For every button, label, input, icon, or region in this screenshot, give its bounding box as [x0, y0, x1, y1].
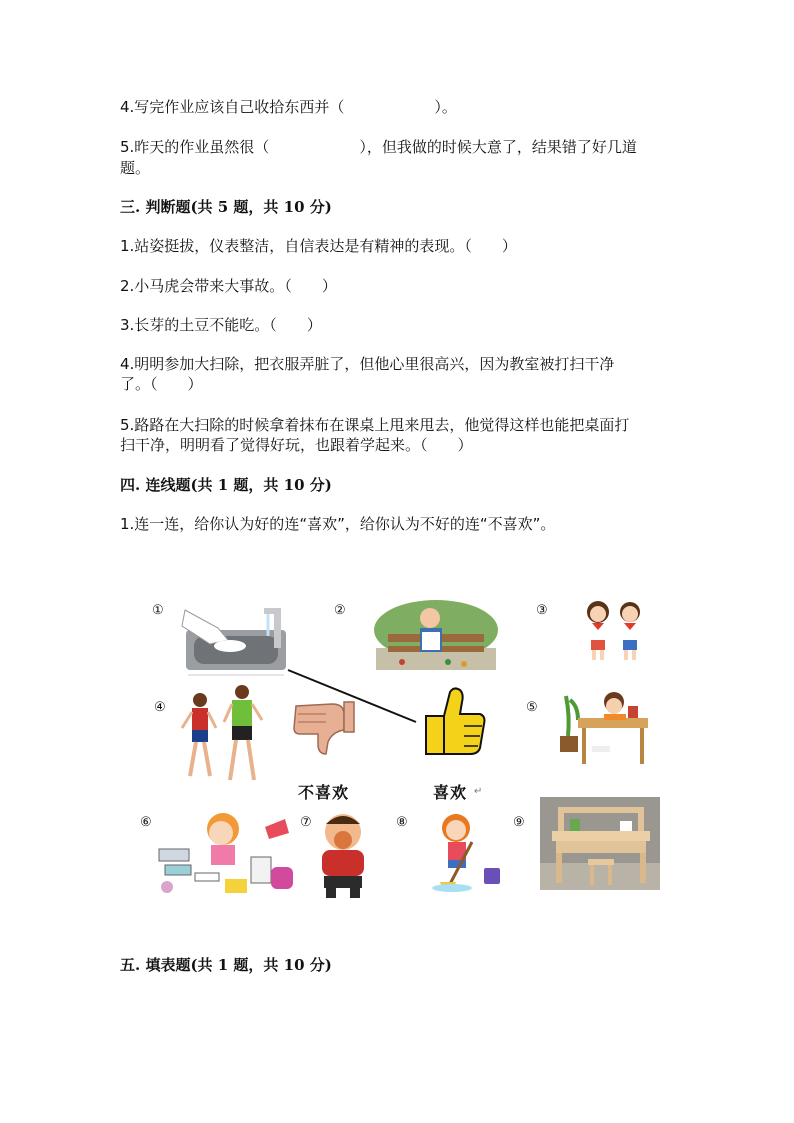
dislike-label: 不喜欢 — [298, 783, 350, 802]
paragraph-mark: ↵ — [474, 786, 483, 797]
number-9: ⑨ — [513, 815, 525, 830]
running-boys-picture — [180, 684, 266, 788]
eating-boy-picture — [314, 810, 372, 900]
littering-man-picture — [372, 596, 500, 672]
judge-question-5-line2: 扫干净，明明看了觉得好玩，也跟着学起来。（ ） — [120, 436, 473, 454]
fill-question-5-line2: 题。 — [120, 159, 151, 177]
number-8: ⑧ — [396, 815, 408, 830]
matching-question-1: 1.连一连，给你认为好的连“喜欢”，给你认为不好的连“不喜欢”。 — [120, 515, 556, 533]
number-4: ④ — [154, 700, 166, 715]
section4-title: 四. 连线题(共 1 题，共 10 分) — [120, 476, 332, 494]
number-5: ⑤ — [526, 700, 538, 715]
handwashing-picture — [180, 600, 290, 678]
number-2: ② — [334, 603, 346, 618]
judge-question-4-line2: 了。（ ） — [120, 375, 203, 393]
judge-question-4-line1: 4.明明参加大扫除，把衣服弄脏了，但他心里很高兴，因为教室被打扫干净 — [120, 355, 615, 373]
number-3: ③ — [536, 603, 548, 618]
mopping-girl-picture — [426, 812, 504, 892]
judge-question-3: 3.长芽的土豆不能吃。（ ） — [120, 316, 322, 334]
messy-girl-picture — [155, 805, 295, 899]
number-7: ⑦ — [300, 815, 312, 830]
saluting-children-picture — [576, 598, 652, 664]
section3-title: 三. 判断题(共 5 题，共 10 分) — [120, 198, 332, 216]
judge-question-1: 1.站姿挺拔，仪表整洁，自信表达是有精神的表现。（ ） — [120, 237, 517, 255]
thumbs-up-icon — [420, 686, 488, 756]
fill-question-5-line1: 5.昨天的作业虽然很（ ），但我做的时候大意了，结果错了好几道 — [120, 138, 637, 156]
messy-desk-child-picture — [556, 686, 652, 768]
number-1: ① — [152, 603, 164, 618]
judge-question-5-line1: 5.路路在大扫除的时候拿着抹布在课桌上甩来甩去，他觉得这样也能把桌面打 — [120, 416, 630, 434]
number-6: ⑥ — [140, 815, 152, 830]
like-label: 喜欢 — [433, 783, 468, 802]
section5-title: 五. 填表题(共 1 题，共 10 分) — [120, 956, 332, 974]
judge-question-2: 2.小马虎会带来大事故。（ ） — [120, 277, 337, 295]
thumbs-down-icon — [292, 700, 356, 756]
tidy-desk-picture — [540, 797, 660, 890]
fill-question-4: 4.写完作业应该自己收拾东西并（ ）。 — [120, 98, 457, 116]
